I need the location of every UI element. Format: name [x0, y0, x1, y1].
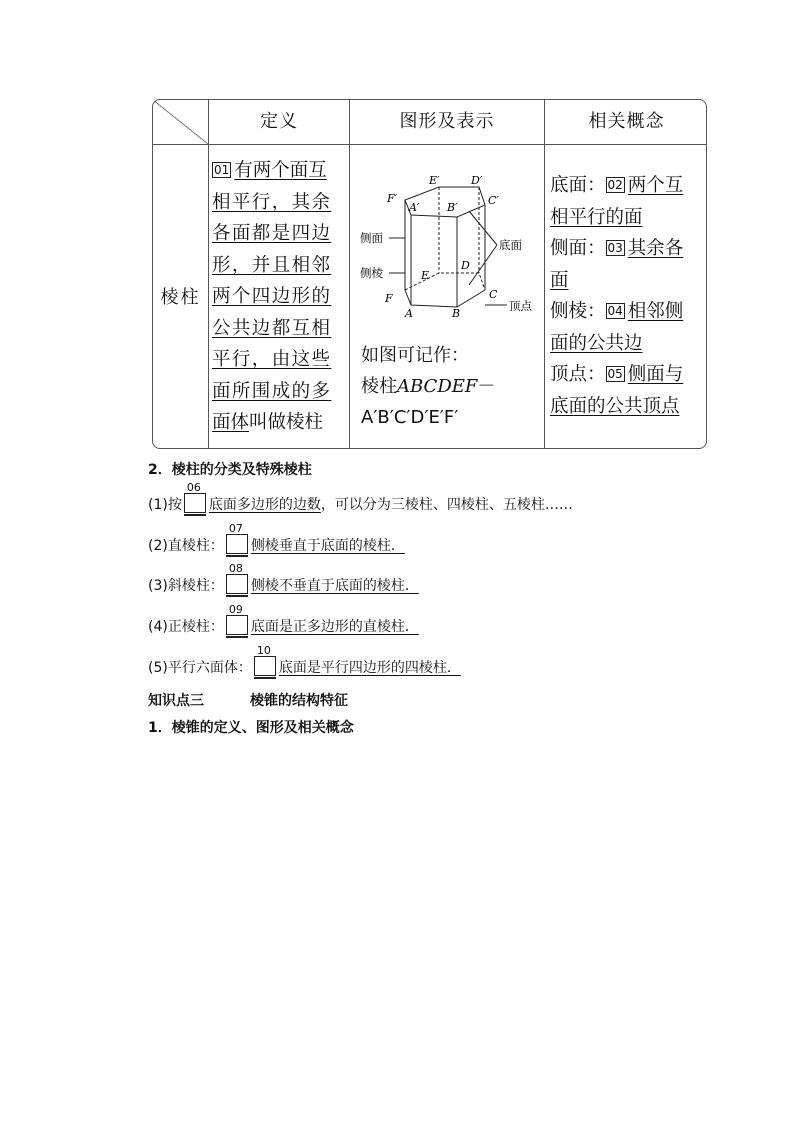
- definition-line: 相平行，其余: [212, 191, 332, 213]
- label-side-face: 侧面: [360, 231, 383, 245]
- header-concepts: 相关概念: [588, 111, 665, 132]
- label-f-prime: F′: [387, 192, 398, 205]
- classification-item: (4)正棱柱： 09 底面是正多边形的直棱柱．: [148, 603, 419, 635]
- definition-line: 形，并且相邻: [212, 254, 332, 276]
- row-label-prism: 棱柱: [160, 287, 201, 308]
- classification-item: (3)斜棱柱： 08 侧棱不垂直于底面的棱柱．: [148, 562, 419, 594]
- concept-line: 相平行的面: [550, 206, 643, 228]
- label-b: B: [452, 307, 461, 320]
- notation-line-3: A′B′C′D′E′F′: [361, 407, 459, 428]
- definition-line: 平行，由这些: [212, 349, 332, 370]
- concept-line: 侧面： 03 其余各: [550, 238, 684, 259]
- hexagonal-prism-figure: [349, 145, 543, 335]
- definition-line: 公共边都互相: [212, 317, 332, 339]
- label-a-prime: A′: [409, 201, 420, 214]
- blank-number: 05: [607, 367, 623, 381]
- concept-line: 底面： 02 两个互: [550, 175, 684, 196]
- notation-line-1: 如图可记作：: [361, 345, 469, 366]
- concept-line: 顶点： 05 侧面与: [550, 364, 684, 385]
- concept-line: 面: [550, 269, 569, 291]
- definition-line: 各面都是四边: [212, 223, 332, 244]
- classification-item: (1)按 06 底面多边形的边数，可以分为三棱柱、四棱柱、五棱柱……: [148, 481, 573, 513]
- definition-line: 两个四边形的: [212, 286, 332, 307]
- concept-line: 面的公共边: [550, 332, 643, 354]
- label-a: A: [405, 307, 413, 320]
- label-base: 底面: [499, 238, 522, 252]
- definition-line: 01 有两个面互: [214, 160, 327, 181]
- label-e-prime: E′: [429, 174, 440, 187]
- concepts-cell: [550, 170, 702, 422]
- notation-line-2: 棱柱ABCDEF－: [361, 376, 496, 397]
- answer-box: 08: [226, 574, 248, 594]
- section3-subtitle: 1．棱锥的定义、图形及相关概念: [148, 720, 354, 736]
- label-e: E: [421, 269, 430, 282]
- blank-number: 04: [607, 304, 623, 318]
- header-definition: 定义: [260, 111, 298, 132]
- header-diagonal: [153, 100, 209, 145]
- label-f: F: [385, 292, 393, 305]
- label-c-prime: C′: [488, 194, 499, 207]
- classification-item: (5)平行六面体： 10 底面是平行四边形的四棱柱．: [148, 644, 461, 676]
- label-d-prime: D′: [471, 174, 483, 187]
- label-d: D: [461, 259, 470, 272]
- blank-number: 02: [607, 178, 623, 192]
- answer-box: 10: [254, 656, 276, 676]
- classification-item: (2)直棱柱： 07 侧棱垂直于底面的棱柱．: [148, 522, 405, 554]
- label-b-prime: B′: [447, 201, 458, 214]
- answer-box: 09: [226, 615, 248, 635]
- section3-title: 知识点三 棱锥的结构特征: [148, 693, 348, 709]
- blank-number: 01: [214, 163, 230, 177]
- header-figure: 图形及表示: [399, 111, 495, 132]
- definition-cell: [212, 155, 344, 439]
- section2-title: 2．棱柱的分类及特殊棱柱: [148, 462, 312, 478]
- label-vertex: 顶点: [509, 299, 532, 313]
- answer-box: 06: [184, 493, 206, 513]
- label-lateral-edge: 侧棱: [360, 266, 383, 280]
- blank-number: 03: [607, 241, 623, 255]
- definition-line: 面体叫做棱柱: [212, 412, 324, 433]
- answer-box: 07: [226, 534, 248, 554]
- concept-line: 侧棱： 04 相邻侧: [550, 301, 684, 322]
- label-c: C: [489, 288, 498, 301]
- concept-line: 底面的公共顶点: [550, 395, 680, 417]
- definition-line: 面所围成的多: [212, 380, 332, 402]
